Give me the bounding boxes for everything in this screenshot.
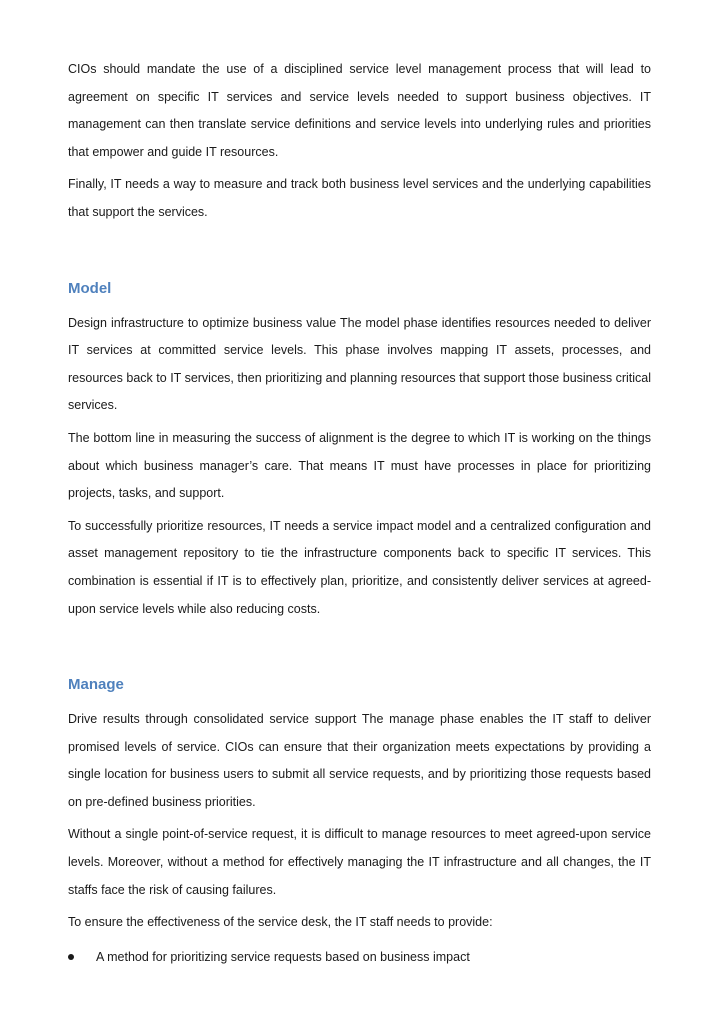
document-page (68, 56, 651, 970)
intro-paragraph: Finally, IT needs a way to measure and track both business level services and the underlying capabilities that support the services. (68, 177, 651, 219)
bullet-list (68, 944, 651, 970)
manage-paragraph: Drive results through consolidated service support The manage phase enables the IT staff to deliver promised levels of service. CIOs can ensure that their organization meets expectations by providing a single location for business users to submit all service requests, and by prioritizing those requests based on pre-defined business priorities. (68, 712, 651, 809)
list-item (68, 944, 651, 970)
manage-paragraph: To ensure the effectiveness of the service desk, the IT staff needs to provide: (68, 915, 493, 930)
bullet-icon (68, 954, 74, 960)
model-paragraph: The bottom line in measuring the success of alignment is the degree to which IT is working on the things about which business manager’s care. That means IT must have processes in place for prioritizing projects, tasks, and support. (68, 430, 651, 501)
model-paragraph: To successfully prioritize resources, IT needs a service impact model and a centralized configuration and asset management repository to tie the infrastructure components back to specific IT services. This combination is essential if IT is to effectively plan, prioritize, and consistently deliver services at agreed-upon service levels while also reducing costs. (68, 518, 651, 616)
manage-paragraph: Without a single point-of-service request, it is difficult to manage resources to meet agreed-upon service levels. Moreover, without a method for effectively managing the IT infrastructure and all changes, the IT staffs face the risk of causing failures. (68, 827, 651, 897)
intro-paragraph: CIOs should mandate the use of a disciplined service level management process that will lead to agreement on specific IT services and service levels needed to support business objectives. IT management can then translate service definitions and service levels into underlying rules and priorities that empower and guide IT resources. (68, 62, 651, 159)
section-heading-manage: Manage (68, 676, 124, 694)
model-paragraph: Design infrastructure to optimize business value The model phase identifies resources needed to deliver IT services at committed service levels. This phase involves mapping IT assets, processes, and resources back to IT services, then prioritizing and planning resources that support those business critical services. (68, 315, 651, 413)
list-item-text: A method for prioritizing service requests based on business impact (96, 949, 470, 964)
section-heading-model: Model (68, 279, 112, 297)
